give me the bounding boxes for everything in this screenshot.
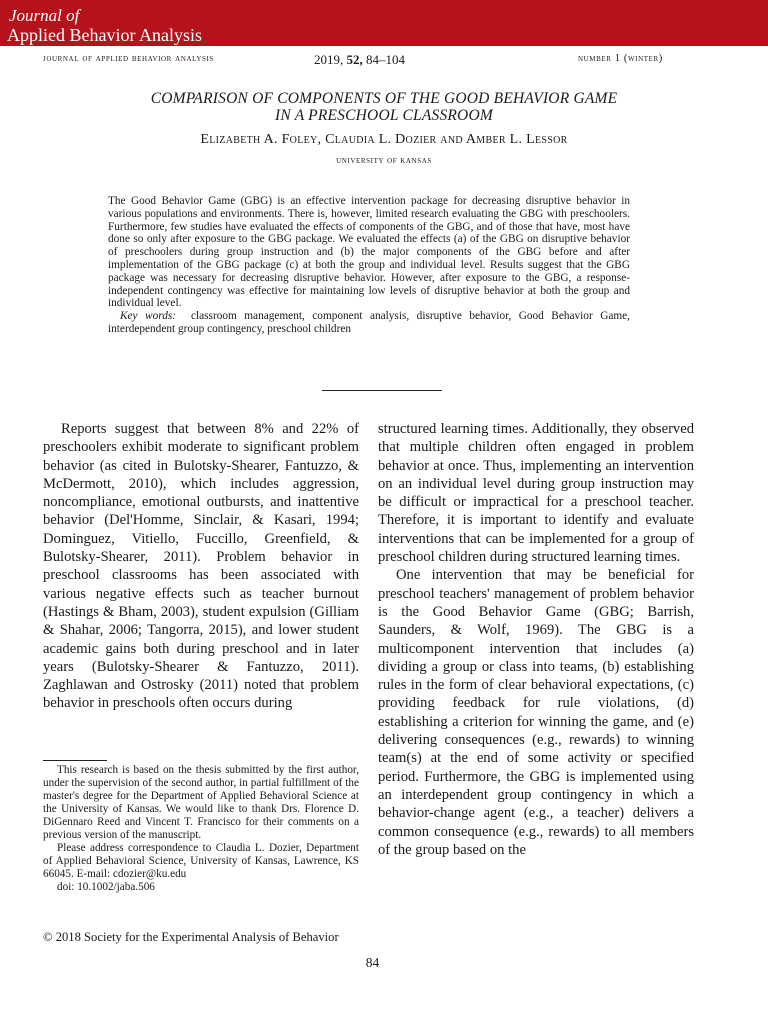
citation-pages: 84–104 [366, 52, 405, 67]
abstract [108, 195, 630, 336]
body-column-left [43, 420, 359, 713]
running-head-citation [314, 52, 405, 68]
body-column-right [378, 420, 694, 859]
article-title-line2: IN A PRESCHOOL CLASSROOM [275, 107, 493, 124]
keywords [108, 310, 630, 336]
keywords-list: classroom management, component analysis, disruptive behavior, Good Behavior Game, interdependent group contingency, preschool children [108, 310, 630, 335]
body-paragraph: One intervention that may be beneficial for preschool teachers' management of problem behavior is the Good Behavior Game (GBG; Barrish, Saunders, & Wolf, 1969). The GBG is a multicomponent intervention that includes (a) dividing a group or class into teams, (b) establishing rules in the form of clear behavioral expectations, (c) providing feedback for rule violations, (d) establishing a criterion for winning the game, and (e) delivering consequences (e.g., rewards) to winning team(s) at the end of some activity or specified period. Furthermore, the GBG is implemented using an interdependent group contingency in which a behavior-change agent (e.g., a teacher) delivers a common consequence (e.g., rewards) to all members of the group based on the [378, 567, 694, 858]
keywords-label: Key words: [120, 310, 177, 323]
running-head-issue: number 1 (winter) [578, 53, 663, 64]
page-number: 84 [365, 955, 380, 970]
journal-logo-line1: Journal of [9, 6, 80, 25]
article-authors: Elizabeth A. Foley, Claudia L. Dozier and Amber L. Lessor [200, 132, 568, 147]
article-title-line1: COMPARISON OF COMPONENTS OF THE GOOD BEHAVIOR GAME [150, 90, 618, 107]
copyright-notice: © 2018 Society for the Experimental Analysis of Behavior [43, 930, 339, 944]
running-head-journal: journal of applied behavior analysis [43, 53, 214, 64]
footnote-thesis: This research is based on the thesis submitted by the first author, under the supervision of the second author, in partial fulfillment of the master's degree for the Department of Applied Behavioral Science at the University of Kansas. We would like to thank Drs. Florence D. DiGennaro Reed and Vincent T. Francisco for their comments on a previous version of the manuscript. [43, 764, 359, 841]
footnote-divider [43, 760, 107, 761]
author-affiliation: university of kansas [336, 156, 432, 166]
abstract-text: The Good Behavior Game (GBG) is an effective intervention package for decreasing disruptive behavior in various populations and environments. There is, however, limited research evaluating the GBG with preschoolers. Furthermore, few studies have evaluated the effects of components of the GBG, and of those that have, most have done so only after exposure to the GBG package. We evaluated the effects (a) of the GBG on disruptive behavior of preschoolers during group instruction and (b) the major components of the GBG before and after implementation of the GBG package (c) at both the group and individual level. Results suggest that the GBG package was necessary for decreasing disruptive behavior. However, after exposure to the GBG, a response-independent contingency was effective for maintaining low levels of disruptive behavior at both the group and individual level. [108, 195, 630, 310]
footnote-correspondence: Please address correspondence to Claudia L. Dozier, Department of Applied Behavioral Science, University of Kansas, Lawrence, KS 66045. E-mail: cdozier@ku.edu [43, 842, 359, 880]
journal-banner [0, 0, 768, 46]
footnote-doi[interactable]: doi: 10.1002/jaba.506 [57, 881, 155, 893]
citation-year: 2019, [314, 52, 344, 67]
body-paragraph: structured learning times. Additionally, they observed that multiple children often engaged in problem behavior at once. Thus, implementing an intervention on an individual level during group instruction may be difficult or impractical for a preschool teacher. Therefore, it is important to identify and evaluate interventions that can be implemented for a group of preschool children during structured learning times. [378, 421, 694, 566]
footnotes [43, 764, 359, 894]
body-paragraph: Reports suggest that between 8% and 22% of preschoolers exhibit moderate to significant problem behavior (as cited in Bulotsky-Shearer, Fantuzzo, & McDermott, 2010), which includes aggression, noncompliance, emotional outbursts, and inattentive behavior (Del'Homme, Sinclair, & Kasari, 1994; Dominguez, Vitiello, Fuccillo, Greenfield, & Bulotsky-Shearer, 2011). Problem behavior in preschool classrooms has been associated with various negative effects such as teacher burnout (Hastings & Bham, 2003), student expulsion (Gilliam & Shahar, 2006; Tangorra, 2015), and lower student academic gains both during preschool and in later years (Bulotsky-Shearer & Fantuzzo, 2011). Zaghlawan and Ostrosky (2011) noted that problem behavior in preschools often occurs during [43, 421, 359, 712]
journal-logo-line2: Applied Behavior Analysis [7, 25, 202, 45]
abstract-divider [322, 390, 442, 391]
citation-volume: 52, [346, 52, 363, 67]
